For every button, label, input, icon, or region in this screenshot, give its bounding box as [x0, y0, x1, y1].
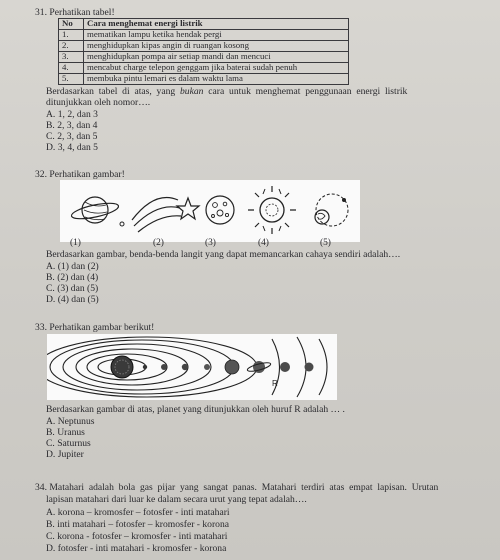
q34-line1 [35, 482, 438, 493]
q33-option-b[interactable]: B. Uranus [46, 427, 85, 438]
q33-option-d[interactable]: D. Jupiter [46, 449, 84, 460]
q34-option-b[interactable]: B. inti matahari – fotosfer – kromosfer - korona [46, 519, 230, 530]
table-cell-no: 1. [59, 30, 84, 41]
q34-question-line2: lapisan matahari dari luar ke dalam secara urut yang tepat adalah…. [46, 494, 307, 505]
table-row [59, 52, 349, 63]
q31-option-a[interactable]: A. 1, 2, dan 3 [46, 109, 98, 120]
q31-heading [35, 7, 115, 18]
table-header-method: Cara menghemat energi listrik [84, 19, 349, 30]
table-cell-no: 3. [59, 52, 84, 63]
q32-option-c[interactable]: C. (3) dan (5) [46, 283, 99, 294]
planet-r-label: R [272, 379, 278, 388]
q32-heading [35, 169, 125, 180]
q31-question-line1 [46, 86, 407, 97]
planet-ring-icon [70, 197, 124, 226]
table-header-no: No [59, 19, 84, 30]
q31-option-d[interactable]: D. 3, 4, dan 5 [46, 142, 98, 153]
q32-figure-label-5: (5) [320, 238, 331, 248]
q32-figure-label-3: (3) [205, 238, 216, 248]
q31-energy-table [58, 18, 349, 85]
q32-celestial-figure [60, 180, 360, 242]
table-cell-method: mematikan lampu ketika hendak pergi [84, 30, 349, 41]
planet-icon [225, 360, 239, 374]
q32-figure-label-1: (1) [70, 238, 81, 248]
q32-option-a[interactable]: A. (1) dan (2) [46, 261, 99, 272]
table-cell-method: menghidupkan pompa air setiap mandi dan mencuci [84, 52, 349, 63]
planet-icon [143, 365, 147, 369]
saturn-icon [247, 361, 272, 373]
table-cell-method: membuka pintu lemari es dalam waktu lama [84, 74, 349, 85]
q31-question-part2: cara untuk menghemat penggunaan energi listrik [203, 86, 408, 97]
table-cell-method: menghidupkan kipas angin di ruangan kosong [84, 41, 349, 52]
q31-option-b[interactable]: B. 2, 3, dan 4 [46, 120, 98, 131]
q32-option-d[interactable]: D. (4) dan (5) [46, 294, 99, 305]
q32-figure-label-2: (2) [153, 238, 164, 248]
table-row [59, 74, 349, 85]
q31-question-line2: ditunjukkan oleh nomor…. [46, 97, 151, 108]
q34-question-line1: Matahari adalah bola gas pijar yang sangat panas. Matahari terdiri atas empat lapisan. Urutan [49, 482, 439, 493]
table-row [59, 63, 349, 74]
q34-number: 34. [35, 482, 47, 493]
earth-orbit-icon [315, 194, 348, 226]
planet-icon [161, 364, 167, 370]
q32-option-b[interactable]: B. (2) dan (4) [46, 272, 99, 283]
moon-icon [206, 196, 234, 224]
planet-icon [182, 364, 188, 370]
q33-figure-svg [47, 334, 337, 400]
q31-question-part1: Berdasarkan tabel di atas, yang [46, 86, 180, 97]
q34-option-d[interactable]: D. fotosfer - inti matahari - kromosfer - korona [46, 543, 227, 554]
q33-option-a[interactable]: A. Neptunus [46, 416, 95, 427]
table-row [59, 41, 349, 52]
table-cell-no: 5. [59, 74, 84, 85]
q31-number: 31. [35, 7, 47, 18]
q33-solar-system-figure [47, 334, 337, 400]
q33-option-c[interactable]: C. Saturnus [46, 438, 91, 449]
table-cell-method: mencabut charge telepon genggam jika baterai sudah penuh [84, 63, 349, 74]
table-header-row [59, 19, 349, 30]
table-row [59, 30, 349, 41]
sun-icon [111, 356, 133, 378]
planet-icon [305, 363, 314, 372]
q34-option-a[interactable]: A. korona – kromosfer – fotosfer - inti matahari [46, 507, 230, 518]
q31-option-c[interactable]: C. 2, 3, dan 5 [46, 131, 98, 142]
q32-question: Berdasarkan gambar, benda-benda langit yang dapat memancarkan cahaya sendiri adalah…. [46, 249, 401, 260]
q32-number: 32. [35, 169, 47, 180]
q33-heading [35, 322, 154, 333]
planet-r-icon [280, 362, 290, 372]
q31-prompt: Perhatikan tabel! [49, 7, 115, 18]
table-cell-no: 4. [59, 63, 84, 74]
q32-figure-label-4: (4) [258, 238, 269, 248]
q33-prompt: Perhatikan gambar berikut! [49, 322, 155, 333]
q31-question-emphasis: bukan [180, 86, 204, 97]
q33-question: Berdasarkan gambar di atas, planet yang ditunjukkan oleh huruf R adalah … . [46, 404, 345, 415]
q32-prompt: Perhatikan gambar! [49, 169, 125, 180]
q33-number: 33. [35, 322, 47, 333]
table-cell-no: 2. [59, 41, 84, 52]
planet-icon [204, 364, 210, 370]
sun-icon [248, 186, 296, 234]
q32-figure-svg [60, 180, 360, 242]
q34-option-c[interactable]: C. korona - fotosfer – kromosfer - inti matahari [46, 531, 228, 542]
comet-icon [132, 198, 199, 233]
